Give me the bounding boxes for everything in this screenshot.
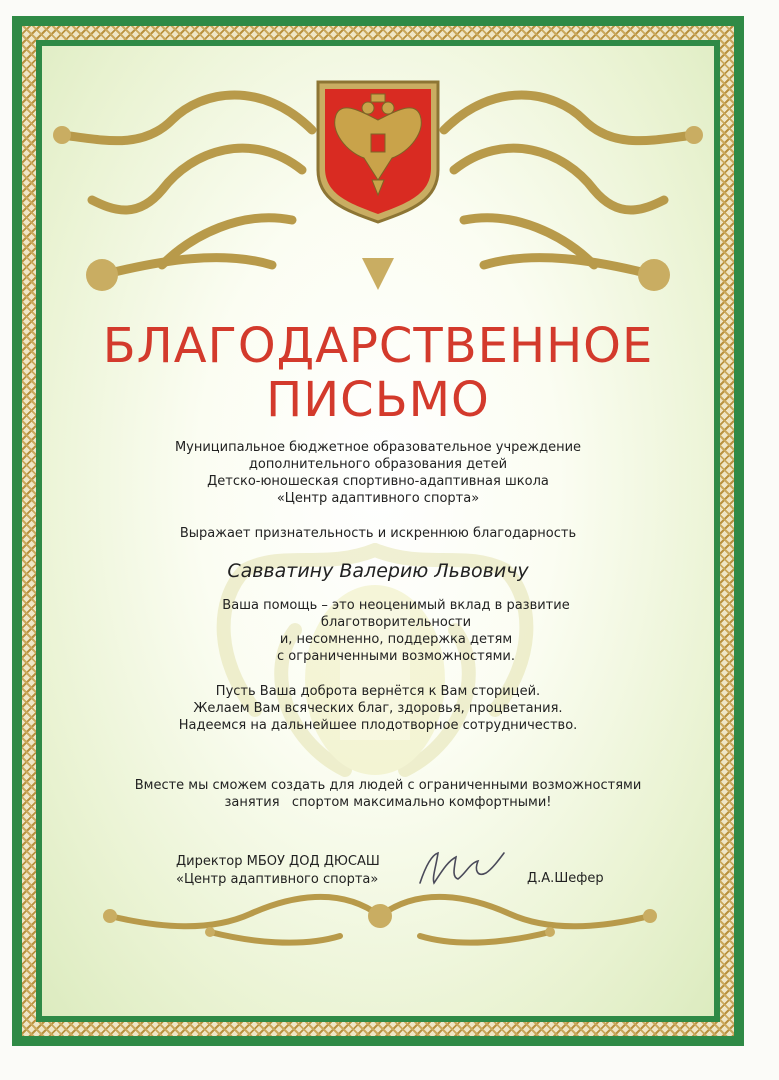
recipient-name: Савватину Валерию Львовичу: [227, 560, 529, 582]
signatory-title-line: Директор МБОУ ДОД ДЮСАШ: [176, 854, 380, 869]
wishes-line: Пусть Ваша доброта вернётся к Вам сторицей.: [215, 684, 541, 699]
intro-text: Выражает признательность и искреннюю благодарность: [179, 526, 577, 541]
organization-line: Детско-юношеская спортивно-адаптивная школа: [207, 474, 549, 489]
organization-line: Муниципальное бюджетное образовательное учреждение: [174, 440, 582, 455]
gold-scroll-left: [62, 95, 312, 275]
closing-block: [52, 777, 724, 811]
message-line: с ограниченными возможностями.: [277, 649, 515, 664]
signatory-title-line: «Центр адаптивного спорта»: [176, 872, 379, 887]
message-line: благотворительности: [320, 615, 472, 630]
message-line: Ваша помощь – это неоценимый вклад в развитие: [222, 598, 570, 613]
message-block: [60, 597, 732, 665]
gold-scroll-right: [444, 95, 694, 275]
organization-line: «Центр адаптивного спорта»: [276, 491, 480, 506]
closing-line: занятия спортом максимально комфортными!: [224, 795, 552, 810]
wishes-block: [42, 683, 714, 734]
top-ornament: [42, 60, 714, 300]
wishes-line: Желаем Вам всяческих благ, здоровья, процветания.: [193, 701, 563, 716]
organization-block: [42, 439, 714, 507]
wishes-line: Надеемся на дальнейшее плодотворное сотрудничество.: [178, 718, 578, 733]
bottom-ornament: [90, 876, 670, 956]
title-line-2: ПИСЬМО: [266, 372, 490, 428]
closing-line: Вместе мы сможем создать для людей с ограниченными возможностями: [134, 778, 642, 793]
signatory-name: Д.А.Шефер: [527, 871, 604, 886]
message-line: и, несомненно, поддержка детям: [279, 632, 513, 647]
organization-line: дополнительного образования детей: [248, 457, 508, 472]
russian-coat-of-arms-icon: [318, 82, 438, 222]
title-line-1: БЛАГОДАРСТВЕННОЕ: [102, 318, 654, 374]
intro-block: [42, 525, 714, 542]
